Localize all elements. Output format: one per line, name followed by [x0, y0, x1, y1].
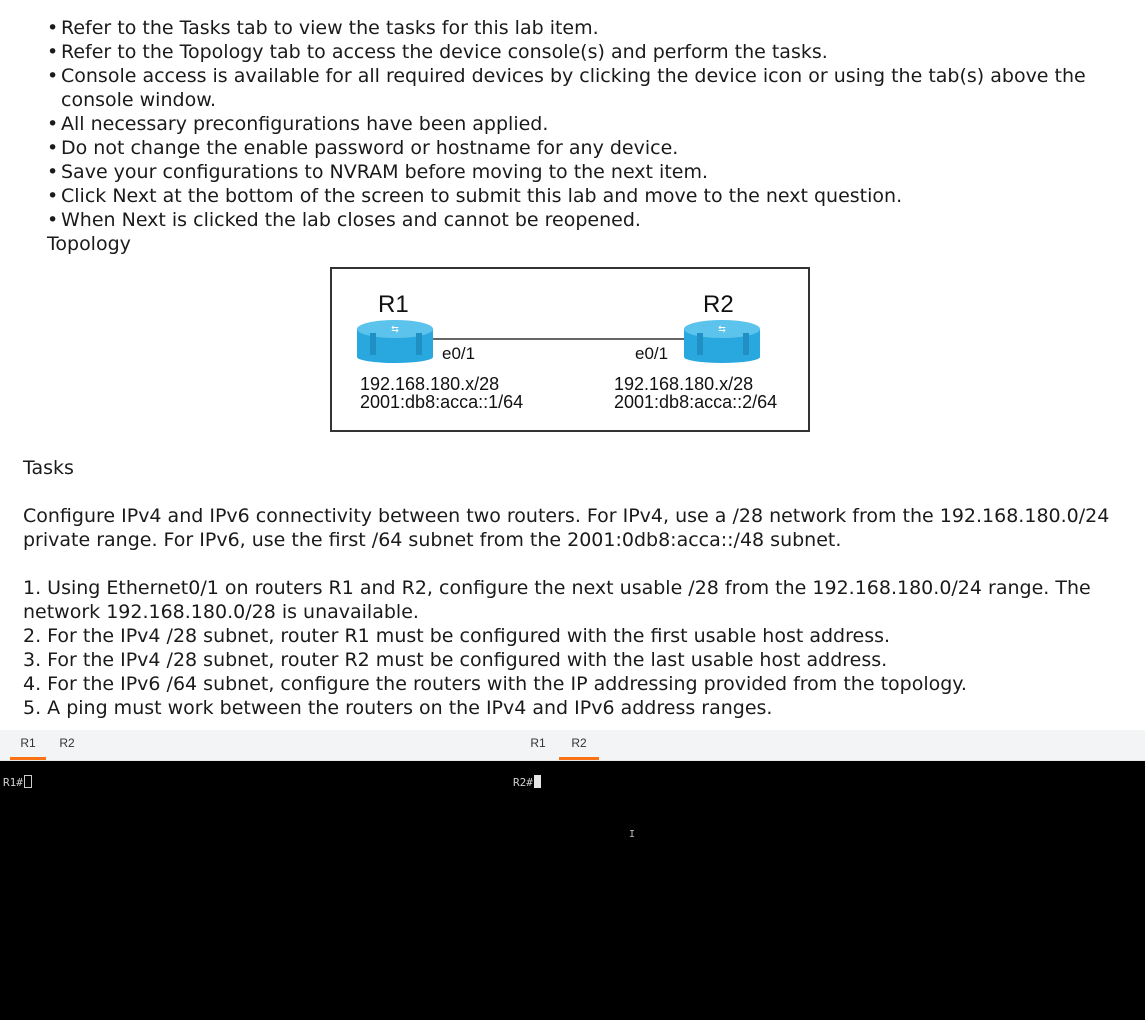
- r1-interface-label: e0/1: [442, 344, 476, 363]
- task-item: 4. For the IPv6 /64 subnet, configure the routers with the IP addressing provided from the topology.: [23, 673, 967, 695]
- task-item: 5. A ping must work between the routers on the IPv4 and IPv6 address ranges.: [23, 697, 773, 719]
- instruction-item: • Refer to the Topology tab to access the device console(s) and perform the tasks.: [47, 40, 1127, 64]
- svg-text:⇆: ⇆: [718, 324, 726, 334]
- cursor-icon: [534, 775, 541, 788]
- router-r1-icon[interactable]: [357, 320, 433, 363]
- instruction-item: • When Next is clicked the lab closes and cannot be reopened.: [47, 208, 1127, 232]
- topology-diagram: [330, 267, 810, 432]
- r1-label: R1: [378, 291, 409, 318]
- instruction-item: • Do not change the enable password or hostname for any device.: [47, 136, 1127, 160]
- console-prompt-r1: R1#: [3, 775, 32, 789]
- tab-r1-right[interactable]: R1: [530, 736, 546, 750]
- console-pane-left: [0, 730, 508, 1020]
- instruction-item: • Refer to the Tasks tab to view the tasks for this lab item.: [47, 16, 1127, 40]
- console-tabbar-left: [0, 730, 508, 761]
- console-pane-right: [508, 730, 1145, 1020]
- svg-text:⇆: ⇆: [391, 324, 399, 334]
- topology-heading: Topology: [47, 233, 131, 255]
- tab-r2-right[interactable]: R2: [559, 730, 599, 760]
- tasks-intro: Configure IPv4 and IPv6 connectivity between two routers. For IPv4, use a /28 network from the 192.168.180.0/24 private range. For IPv6, use the first /64 subnet from the 2001:0db8:acca::/48 subnet.: [23, 505, 1110, 551]
- instruction-item: • Save your configurations to NVRAM before moving to the next item.: [47, 160, 1127, 184]
- task-item: 1. Using Ethernet0/1 on routers R1 and R2, configure the next usable /28 from the 192.168.180.0/24 range. The network 192.168.180.0/28 is unavailable.: [23, 577, 1091, 623]
- r2-ipv6-label: 2001:db8:acca::2/64: [614, 392, 778, 412]
- console-r2[interactable]: [508, 761, 1145, 1020]
- task-item: 3. For the IPv4 /28 subnet, router R2 must be configured with the last usable host address.: [23, 649, 888, 671]
- tab-r1-left[interactable]: R1: [10, 730, 46, 760]
- router-r2-icon[interactable]: [684, 320, 760, 363]
- cursor-icon: [24, 775, 32, 788]
- tab-r2-left[interactable]: R2: [59, 736, 75, 750]
- lab-instructions: [47, 16, 1127, 256]
- r1-ipv6-label: 2001:db8:acca::1/64: [360, 392, 524, 412]
- console-tabbar-right: [508, 730, 1145, 761]
- instruction-item: • Console access is available for all required devices by clicking the device icon or using the tab(s) above the console window.: [47, 64, 1127, 112]
- r2-ipv4-label: 192.168.180.x/28: [614, 374, 754, 394]
- tasks-section: [23, 456, 1133, 720]
- instruction-item: • All necessary preconfigurations have been applied.: [47, 112, 1127, 136]
- instruction-item: • Click Next at the bottom of the screen to submit this lab and move to the next question.: [47, 184, 1127, 208]
- mouse-ibeam-icon: I: [629, 829, 636, 840]
- console-prompt-r2: R2#: [513, 775, 541, 789]
- r2-label: R2: [703, 291, 734, 318]
- r2-interface-label: e0/1: [635, 344, 669, 363]
- r1-ipv4-label: 192.168.180.x/28: [360, 374, 500, 394]
- task-item: 2. For the IPv4 /28 subnet, router R1 must be configured with the first usable host address.: [23, 625, 891, 647]
- console-r1[interactable]: [0, 761, 508, 1020]
- tasks-heading: Tasks: [23, 457, 74, 479]
